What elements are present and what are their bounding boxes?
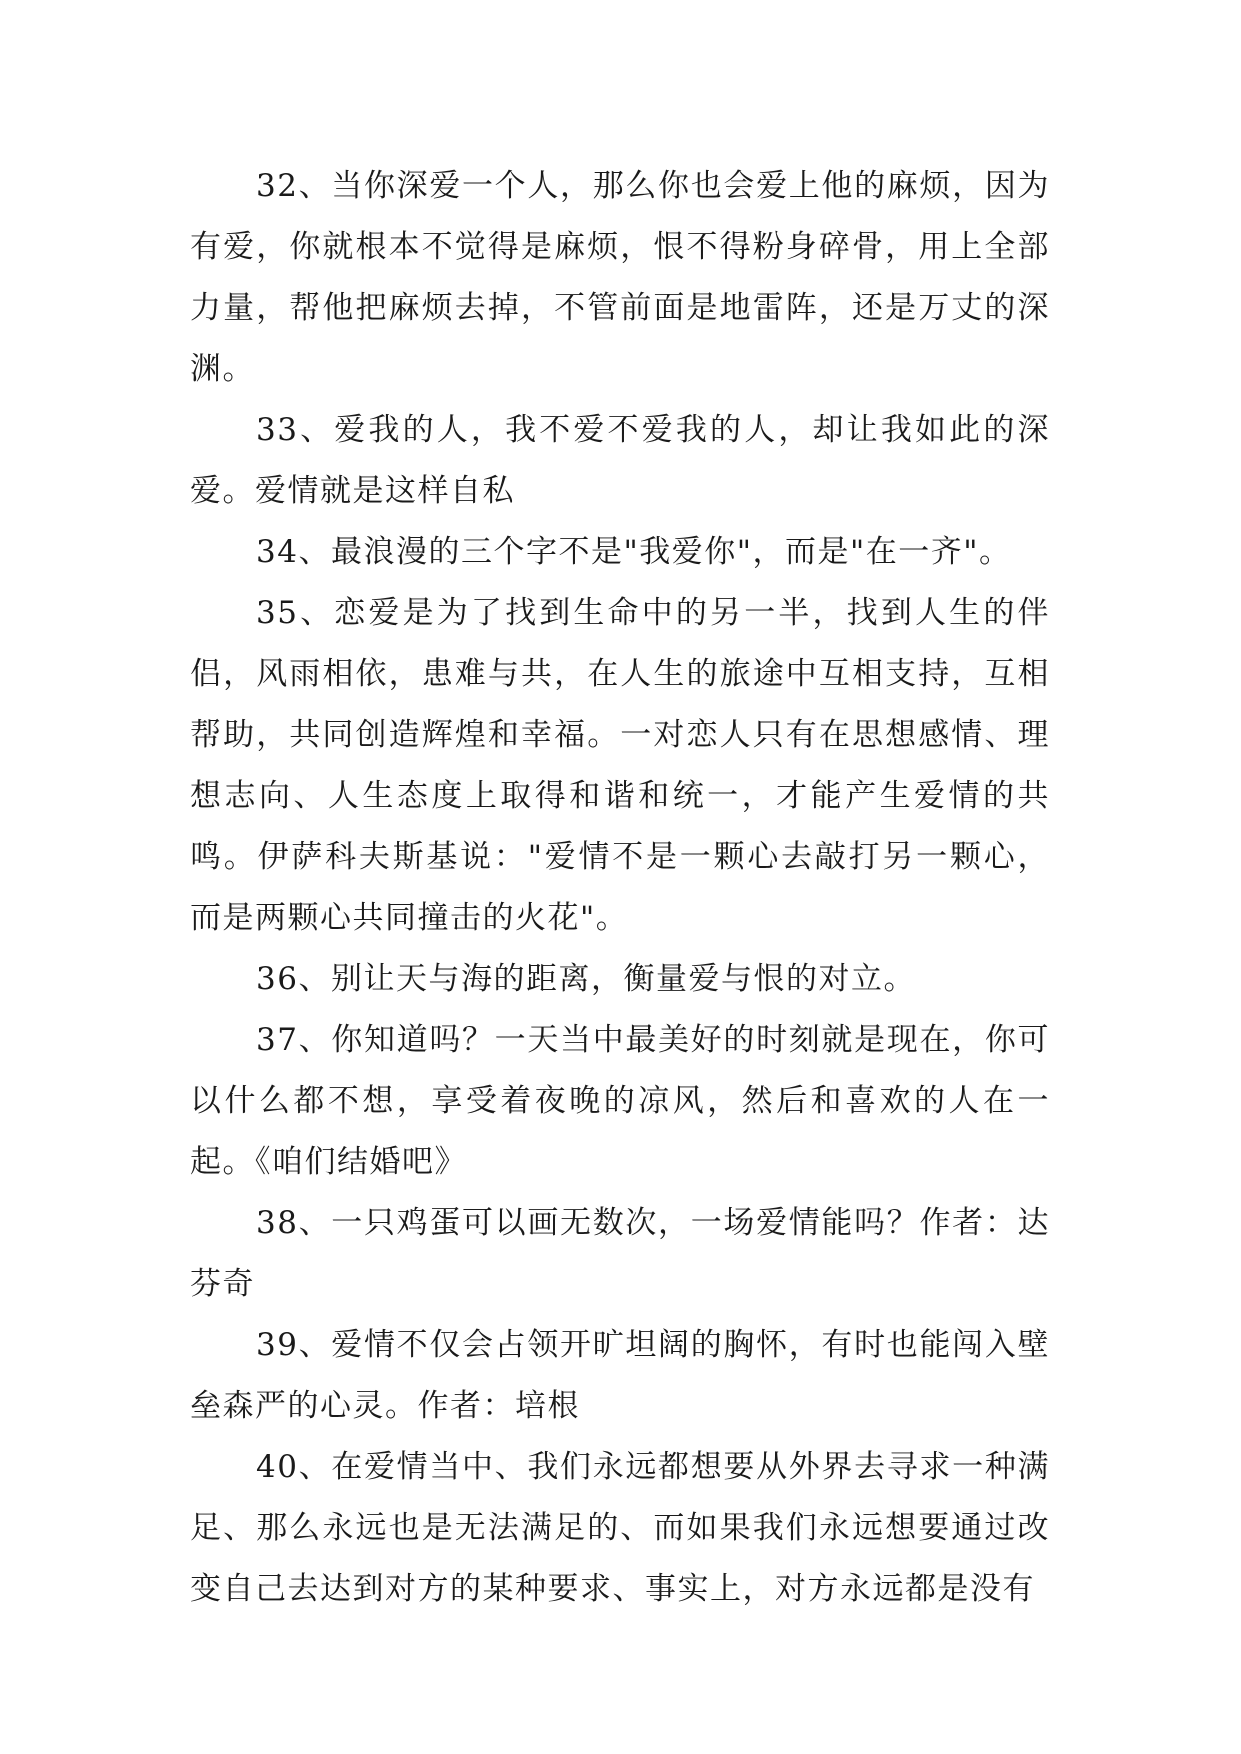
document-body	[190, 156, 1050, 1620]
paragraph-35: 35、恋爱是为了找到生命中的另一半，找到人生的伴侣，风雨相依，患难与共，在人生的旅途中互相支持，互相帮助，共同创造辉煌和幸福。一对恋人只有在思想感情、理想志向、人生态度上取得和谐和统一，才能产生爱情的共鸣。伊萨科夫斯基说："爱情不是一颗心去敲打另一颗心，而是两颗心共同撞击的火花"。	[190, 595, 1050, 936]
paragraph-32: 32、当你深爱一个人，那么你也会爱上他的麻烦，因为有爱，你就根本不觉得是麻烦，恨不得粉身碎骨，用上全部力量，帮他把麻烦去掉，不管前面是地雷阵，还是万丈的深渊。	[190, 168, 1050, 387]
paragraph-38: 38、一只鸡蛋可以画无数次，一场爱情能吗？作者：达芬奇	[190, 1205, 1050, 1302]
paragraph-40: 40、在爱情当中、我们永远都想要从外界去寻求一种满足、那么永远也是无法满足的、而如果我们永远想要通过改变自己去达到对方的某种要求、事实上，对方永远都是没有	[190, 1449, 1050, 1607]
paragraph-33: 33、爱我的人，我不爱不爱我的人，却让我如此的深爱。爱情就是这样自私	[190, 412, 1050, 509]
paragraph-34: 34、最浪漫的三个字不是"我爱你"，而是"在一齐"。	[256, 534, 1012, 570]
paragraph-37: 37、你知道吗？一天当中最美好的时刻就是现在，你可以什么都不想，享受着夜晚的凉风，然后和喜欢的人在一起。《咱们结婚吧》	[190, 1022, 1050, 1180]
paragraph-39: 39、爱情不仅会占领开旷坦阔的胸怀，有时也能闯入壁垒森严的心灵。作者：培根	[190, 1327, 1050, 1424]
paragraph-36: 36、别让天与海的距离，衡量爱与恨的对立。	[256, 961, 916, 997]
